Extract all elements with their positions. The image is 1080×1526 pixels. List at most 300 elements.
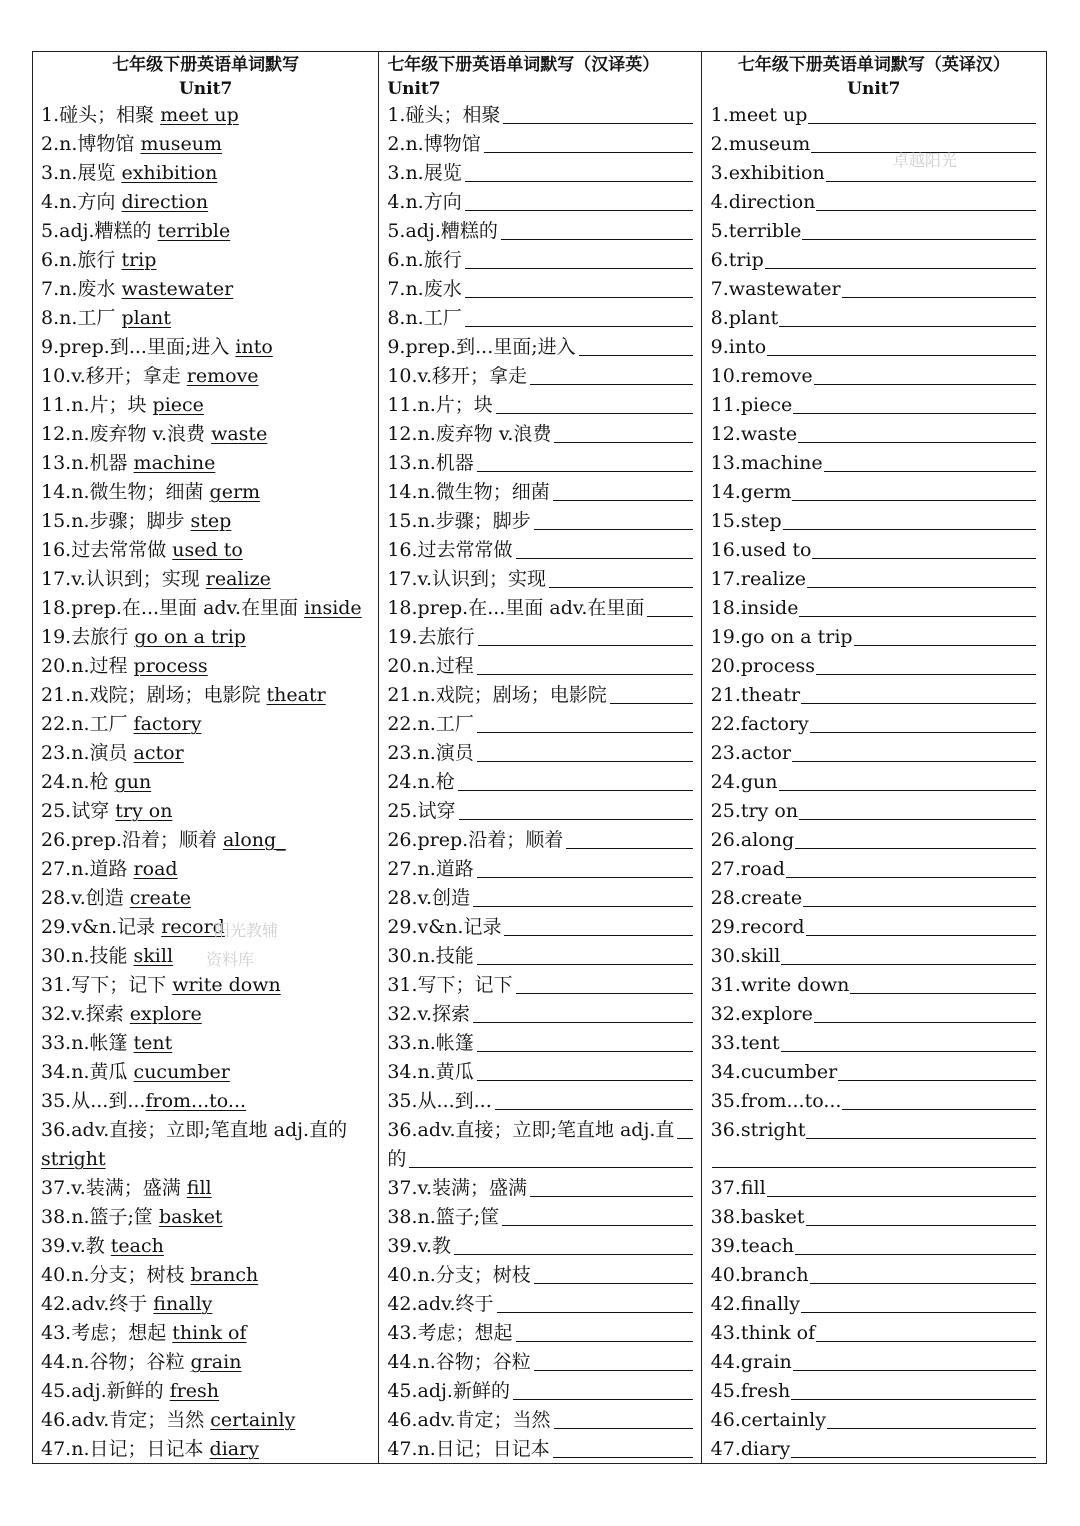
answer-blank-line[interactable] (579, 333, 693, 356)
chinese-meaning: n.展览 (59, 162, 122, 184)
answer-blank-line[interactable] (465, 159, 693, 182)
english-prompt: 26.along (710, 829, 795, 851)
item-number: 42. (41, 1293, 72, 1315)
answer-blank-line[interactable] (495, 1087, 693, 1110)
answer-blank-line[interactable] (465, 246, 693, 269)
english-answer: basket (158, 1206, 223, 1228)
item-number: 32. (41, 1003, 72, 1025)
chinese-meaning: n.工厂 (59, 307, 122, 329)
dictation-row (379, 101, 700, 130)
chinese-meaning: n.废水 (59, 278, 122, 300)
chinese-prompt: 8.n.工厂 (387, 307, 462, 329)
chinese-meaning: n.谷物；谷粒 (71, 1351, 191, 1373)
answer-blank-line[interactable] (477, 1058, 693, 1081)
dictation-row (379, 1290, 700, 1319)
answer-blank-line[interactable] (792, 478, 1036, 501)
answer-blank-line[interactable] (465, 275, 693, 298)
answer-blank-line[interactable] (842, 1087, 1036, 1110)
answer-blank-line[interactable] (534, 1348, 693, 1371)
item-number: 46. (41, 1409, 72, 1431)
answer-blank-line[interactable] (477, 449, 693, 472)
item-number: 15. (41, 510, 72, 532)
vocabulary-table (32, 51, 1047, 1464)
answer-blank-line[interactable] (566, 826, 692, 849)
answer-blank-line[interactable] (502, 1203, 692, 1226)
english-answer: wastewater (121, 278, 234, 300)
chinese-prompt: 33.n.帐篷 (387, 1032, 474, 1054)
chinese-prompt: 30.n.技能 (387, 945, 474, 967)
word-row (33, 1116, 378, 1145)
answer-blank-line[interactable] (799, 797, 1036, 820)
item-number: 19. (41, 626, 72, 648)
english-prompt: 25.try on (710, 800, 799, 822)
word-row (33, 1290, 378, 1319)
dictation-row (702, 362, 1046, 391)
word-row (33, 1058, 378, 1087)
dictation-row (702, 159, 1046, 188)
answer-blank-line[interactable] (610, 681, 693, 704)
english-prompt: 42.finally (710, 1293, 801, 1315)
word-row (33, 536, 378, 565)
dictation-row (702, 101, 1046, 130)
chinese-meaning: 考虑；想起 (71, 1322, 173, 1344)
answer-blank-line[interactable] (814, 1000, 1036, 1023)
answer-blank-line[interactable] (798, 420, 1036, 443)
answer-blank-line[interactable] (503, 101, 692, 124)
chinese-meaning: n.枪 (71, 771, 115, 793)
chinese-meaning: n.黄瓜 (71, 1061, 134, 1083)
dictation-row (702, 739, 1046, 768)
en-to-cn-rows (702, 101, 1046, 1463)
word-row (33, 188, 378, 217)
answer-blank-line[interactable] (812, 536, 1036, 559)
answer-blank-line[interactable] (781, 942, 1036, 965)
dictation-row (379, 913, 700, 942)
answer-blank-line[interactable] (647, 594, 692, 617)
word-row (33, 391, 378, 420)
chinese-meaning: n.技能 (71, 945, 134, 967)
item-number: 38. (41, 1206, 72, 1228)
english-prompt: 46.certainly (710, 1409, 826, 1431)
chinese-prompt: 43.考虑；想起 (387, 1322, 513, 1344)
answer-blank-line[interactable] (767, 333, 1036, 356)
answer-blank-line[interactable] (549, 565, 693, 588)
dictation-row (702, 1435, 1046, 1463)
answer-blank-line[interactable] (409, 1145, 692, 1168)
answer-blank-line[interactable] (807, 565, 1036, 588)
chinese-meaning: prep.沿着；顺着 (71, 829, 223, 851)
watermark: 资料库 (206, 950, 255, 969)
answer-blank-line[interactable] (795, 1232, 1036, 1255)
dictation-row (379, 768, 700, 797)
english-answer: direction (121, 191, 209, 213)
dictation-row (379, 304, 700, 333)
answer-blank-line[interactable] (458, 768, 693, 791)
item-number: 7. (41, 278, 60, 300)
answer-blank-line[interactable] (803, 884, 1036, 907)
answer-blank-line[interactable] (802, 217, 1036, 240)
item-number: 25. (41, 800, 72, 822)
english-prompt: 18.inside (710, 597, 799, 619)
word-row (33, 623, 378, 652)
word-row (33, 855, 378, 884)
english-prompt: 34.cucumber (710, 1061, 838, 1083)
chinese-prompt: 24.n.枪 (387, 771, 455, 793)
answer-blank-line[interactable] (677, 1116, 692, 1139)
chinese-prompt: 2.n.博物馆 (387, 133, 481, 155)
answer-blank-line[interactable] (824, 449, 1036, 472)
english-answer: theatr (266, 684, 326, 706)
answer-blank-line[interactable] (554, 1406, 693, 1429)
answer-blank-line[interactable] (786, 855, 1036, 878)
watermark: 卓越阳光 (893, 151, 958, 170)
dictation-row (702, 913, 1046, 942)
answer-blank-line[interactable] (465, 304, 693, 327)
english-prompt: 14.germ (710, 481, 792, 503)
dictation-row (379, 333, 700, 362)
answer-blank-line[interactable] (792, 739, 1036, 762)
word-row (33, 739, 378, 768)
item-number: 40. (41, 1264, 72, 1286)
english-answer: waste (211, 423, 268, 445)
english-prompt: 21.theatr (710, 684, 801, 706)
item-number: 26. (41, 829, 72, 851)
english-prompt: 33.tent (710, 1032, 780, 1054)
answer-blank-line[interactable] (767, 1174, 1036, 1197)
answer-blank-line[interactable] (477, 652, 693, 675)
english-prompt: 3.exhibition (710, 162, 825, 184)
chinese-meaning: 试穿 (71, 800, 116, 822)
english-answer: think of (172, 1322, 247, 1344)
dictation-row (702, 652, 1046, 681)
chinese-meaning: prep.在...里面 adv.在里面 (71, 597, 305, 619)
answer-blank-line[interactable] (530, 362, 693, 385)
answer-blank-line[interactable] (496, 391, 693, 414)
dictation-row (379, 623, 700, 652)
english-prompt: 5.terrible (710, 220, 802, 242)
answer-blank-line[interactable] (806, 1116, 1036, 1139)
chinese-meaning: n.工厂 (71, 713, 134, 735)
dictation-row (379, 1435, 700, 1463)
word-row (33, 130, 378, 159)
chinese-meaning: n.演员 (71, 742, 134, 764)
item-number: 9. (41, 336, 60, 358)
answer-blank-line[interactable] (779, 768, 1036, 791)
dictation-row (379, 1145, 700, 1174)
answer-blank-line[interactable] (459, 797, 693, 820)
dictation-row (702, 681, 1046, 710)
answer-blank-line[interactable] (477, 710, 693, 733)
item-number: 33. (41, 1032, 72, 1054)
english-answer: gun (114, 771, 152, 793)
word-row (33, 710, 378, 739)
english-prompt: 23.actor (710, 742, 792, 764)
chinese-prompt: 4.n.方向 (387, 191, 462, 213)
answer-blank-line[interactable] (554, 420, 692, 443)
english-prompt: 28.create (710, 887, 803, 909)
answer-blank-line[interactable] (806, 1203, 1036, 1226)
item-number: 1. (41, 104, 60, 126)
header-title: 七年级下册英语单词默写（英译汉） (737, 55, 1010, 75)
dictation-row (702, 1377, 1046, 1406)
english-prompt: 8.plant (710, 307, 779, 329)
chinese-meaning: n.微生物；细菌 (71, 481, 210, 503)
word-row (33, 1406, 378, 1435)
dictation-row (379, 1029, 700, 1058)
chinese-prompt: 28.v.创造 (387, 887, 471, 909)
chinese-prompt: 45.adj.新鲜的 (387, 1380, 510, 1402)
chinese-prompt: 6.n.旅行 (387, 249, 462, 271)
english-answer: branch (190, 1264, 259, 1286)
english-answer: fill (186, 1177, 212, 1199)
english-prompt: 12.waste (710, 423, 798, 445)
word-row (33, 1348, 378, 1377)
answer-blank-line[interactable] (806, 913, 1036, 936)
answer-blank-line[interactable] (779, 304, 1036, 327)
answer-blank-line[interactable] (793, 1348, 1036, 1371)
chinese-prompt: 32.v.探索 (387, 1003, 471, 1025)
chinese-prompt: 37.v.装满；盛满 (387, 1177, 528, 1199)
english-answer: machine (133, 452, 216, 474)
word-row (33, 449, 378, 478)
english-answer: meet up (160, 104, 239, 126)
chinese-prompt: 35.从...到... (387, 1090, 492, 1112)
answer-blank-line[interactable] (814, 362, 1036, 385)
dictation-row (702, 884, 1046, 913)
chinese-meaning: adj.新鲜的 (71, 1380, 170, 1402)
english-answer: teach (110, 1235, 164, 1257)
chinese-prompt: 17.v.认识到；实现 (387, 568, 547, 590)
answer-blank-line[interactable] (799, 594, 1036, 617)
chinese-prompt: 25.试穿 (387, 800, 456, 822)
answer-blank-line[interactable] (477, 855, 693, 878)
dictation-row (702, 855, 1046, 884)
item-number: 20. (41, 655, 72, 677)
chinese-prompt: 10.v.移开；拿走 (387, 365, 528, 387)
english-prompt: 6.trip (710, 249, 764, 271)
answer-blank-line[interactable] (816, 1319, 1036, 1342)
word-row (33, 826, 378, 855)
english-prompt: 4.direction (710, 191, 816, 213)
answer-blank-line[interactable] (553, 1435, 693, 1458)
dictation-row (702, 304, 1046, 333)
answer-blank-line[interactable] (516, 1319, 693, 1342)
answer-blank-line[interactable] (473, 884, 693, 907)
dictation-row (379, 130, 700, 159)
dictation-row (379, 652, 700, 681)
word-row (33, 884, 378, 913)
word-row (33, 1087, 378, 1116)
answer-blank-line[interactable] (501, 217, 693, 240)
word-row (33, 594, 378, 623)
answer-blank-line[interactable] (810, 710, 1036, 733)
dictation-row (702, 507, 1046, 536)
answer-blank-line[interactable] (504, 913, 692, 936)
chinese-meaning: adv.肯定；当然 (71, 1409, 211, 1431)
word-row (33, 507, 378, 536)
dictation-row (702, 565, 1046, 594)
english-prompt: 29.record (710, 916, 805, 938)
answer-blank-line[interactable] (553, 478, 693, 501)
item-number: 27. (41, 858, 72, 880)
answer-blank-line[interactable] (801, 1290, 1036, 1313)
dictation-row (702, 1029, 1046, 1058)
chinese-meaning: v.创造 (71, 887, 130, 909)
word-row (33, 362, 378, 391)
english-answer: explore (129, 1003, 202, 1025)
answer-blank-line[interactable] (765, 246, 1036, 269)
dictation-row (702, 188, 1046, 217)
item-number: 37. (41, 1177, 72, 1199)
chinese-meaning: adv.直接；立即;笔直地 adj.直的 (71, 1119, 348, 1141)
dictation-row (702, 275, 1046, 304)
dictation-row (379, 391, 700, 420)
chinese-meaning: v.教 (71, 1235, 111, 1257)
english-answer: terrible (157, 220, 231, 242)
answer-blank-line[interactable] (783, 507, 1036, 530)
item-number: 3. (41, 162, 60, 184)
answer-blank-line[interactable] (827, 1406, 1036, 1429)
word-row (33, 1261, 378, 1290)
word-row (33, 1377, 378, 1406)
item-number: 28. (41, 887, 72, 909)
english-prompt: 24.gun (710, 771, 778, 793)
dictation-row (702, 478, 1046, 507)
answer-blank-line[interactable] (712, 1145, 1036, 1168)
dictation-row (379, 1203, 700, 1232)
english-answer: exhibition (121, 162, 218, 184)
dictation-row (379, 275, 700, 304)
english-answer: actor (133, 742, 184, 764)
answer-blank-line[interactable] (497, 1290, 693, 1313)
answer-blank-line[interactable] (465, 188, 693, 211)
chinese-prompt: 22.n.工厂 (387, 713, 474, 735)
word-row (33, 246, 378, 275)
word-row (33, 1029, 378, 1058)
english-answer: record (161, 916, 225, 938)
dictation-row (702, 1319, 1046, 1348)
answer-blank-line[interactable] (795, 826, 1036, 849)
dictation-row (379, 971, 700, 1000)
answer-blank-line[interactable] (801, 681, 1036, 704)
answer-blank-line[interactable] (534, 1261, 693, 1284)
dictation-row (379, 942, 700, 971)
answer-blank-line[interactable] (791, 1377, 1036, 1400)
dictation-row (379, 826, 700, 855)
answer-blank-line[interactable] (484, 130, 693, 153)
item-number: 23. (41, 742, 72, 764)
item-number: 44. (41, 1351, 72, 1373)
chinese-meaning: adv.终于 (71, 1293, 154, 1315)
english-prompt: 44.grain (710, 1351, 792, 1373)
column-header (33, 52, 378, 101)
dictation-row (379, 594, 700, 623)
chinese-meaning: v.装满；盛满 (71, 1177, 187, 1199)
dictation-row (379, 681, 700, 710)
answer-blank-line[interactable] (842, 275, 1036, 298)
answer-blank-line[interactable] (516, 536, 693, 559)
chinese-meaning: n.机器 (71, 452, 134, 474)
answer-blank-line[interactable] (793, 391, 1036, 414)
dictation-row (702, 1000, 1046, 1029)
chinese-prompt: 5.adj.糟糕的 (387, 220, 498, 242)
answer-blank-line[interactable] (854, 623, 1036, 646)
dictation-row (379, 1116, 700, 1145)
answer-blank-line[interactable] (850, 971, 1036, 994)
english-answer: certainly (210, 1409, 296, 1431)
english-answer: finally (153, 1293, 213, 1315)
dictation-row (702, 420, 1046, 449)
chinese-meaning: n.过程 (71, 655, 134, 677)
chinese-meaning: n.旅行 (59, 249, 122, 271)
english-prompt: 40.branch (710, 1264, 809, 1286)
chinese-prompt: 23.n.演员 (387, 742, 474, 764)
dictation-row (702, 391, 1046, 420)
answer-blank-line[interactable] (477, 942, 693, 965)
answer-blank-line[interactable] (791, 1435, 1036, 1458)
answer-blank-line[interactable] (816, 188, 1036, 211)
header-unit: Unit7 (847, 79, 901, 99)
chinese-prompt: 21.n.戏院；剧场；电影院 (387, 684, 607, 706)
dictation-row (702, 942, 1046, 971)
word-row (33, 913, 378, 942)
chinese-prompt: 1.碰头；相聚 (387, 104, 501, 126)
answer-blank-line[interactable] (516, 971, 693, 994)
chinese-meaning: n.步骤；脚步 (71, 510, 191, 532)
word-row (33, 1145, 378, 1174)
english-answer: skill (133, 945, 174, 967)
english-answer: along_ (222, 829, 286, 851)
answer-blank-line[interactable] (530, 1174, 693, 1197)
english-answer: process (133, 655, 208, 677)
english-prompt: 35.from...to... (710, 1090, 842, 1112)
chinese-meaning: n.戏院；剧场；电影院 (71, 684, 267, 706)
chinese-meaning: n.日记；日记本 (71, 1438, 210, 1460)
item-number: 22. (41, 713, 72, 735)
english-prompt: 37.fill (710, 1177, 766, 1199)
answer-blank-line[interactable] (838, 1058, 1036, 1081)
item-number: 4. (41, 191, 60, 213)
chinese-meaning: v.认识到；实现 (71, 568, 206, 590)
word-row (33, 217, 378, 246)
answer-blank-line[interactable] (810, 1261, 1036, 1284)
header-title: 七年级下册英语单词默写 (112, 55, 300, 75)
item-number: 34. (41, 1061, 72, 1083)
chinese-prompt: 11.n.片；块 (387, 394, 493, 416)
answer-blank-line[interactable] (781, 1029, 1036, 1052)
chinese-prompt: 31.写下；记下 (387, 974, 513, 996)
answer-blank-line[interactable] (808, 101, 1036, 124)
chinese-prompt: 40.n.分支；树枝 (387, 1264, 531, 1286)
answer-blank-line[interactable] (816, 652, 1036, 675)
answer-blank-line[interactable] (454, 1232, 693, 1255)
answer-blank-line[interactable] (477, 1029, 693, 1052)
reference-rows (33, 101, 378, 1463)
answer-blank-line[interactable] (513, 1377, 693, 1400)
answer-blank-line[interactable] (477, 739, 693, 762)
chinese-prompt: 42.adv.终于 (387, 1293, 494, 1315)
chinese-prompt: 14.n.微生物；细菌 (387, 481, 550, 503)
chinese-prompt: 26.prep.沿着；顺着 (387, 829, 564, 851)
chinese-meaning: n.篮子;筐 (71, 1206, 159, 1228)
english-prompt: 11.piece (710, 394, 793, 416)
column-header (379, 52, 700, 101)
english-answer: step (190, 510, 232, 532)
answer-blank-line[interactable] (534, 507, 693, 530)
answer-blank-line[interactable] (478, 623, 693, 646)
chinese-meaning: 碰头；相聚 (59, 104, 161, 126)
answer-blank-line[interactable] (473, 1000, 693, 1023)
